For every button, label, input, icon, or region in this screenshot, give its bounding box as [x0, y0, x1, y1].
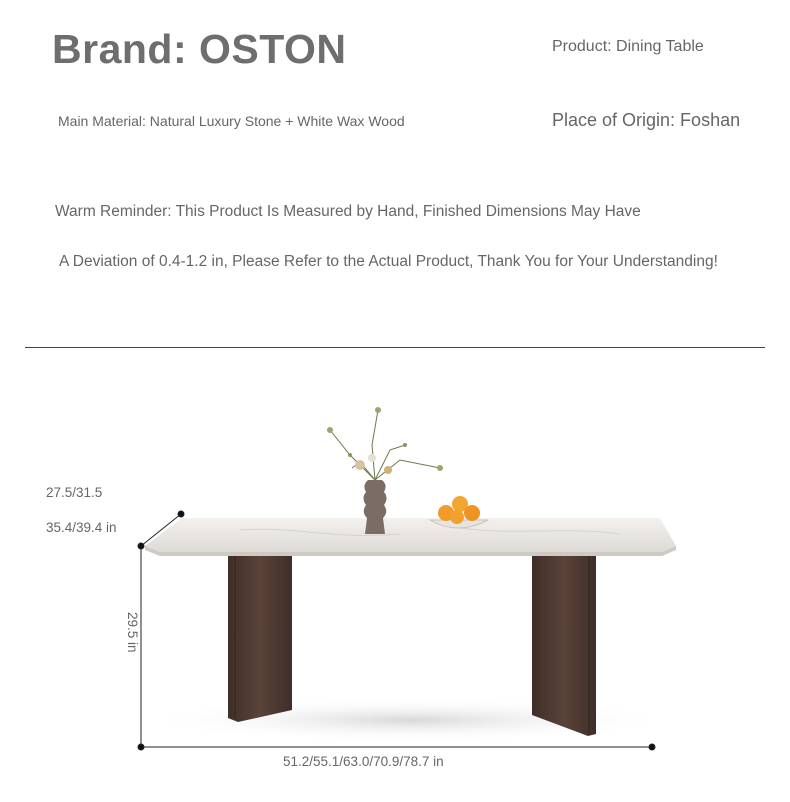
- reminder-line-1: Warm Reminder: This Product Is Measured by Hand, Finished Dimensions May Have: [55, 203, 641, 220]
- brand-title: Brand: OSTON: [52, 26, 347, 72]
- floor-shadow: [140, 698, 680, 742]
- height-dimension: 29.5 in: [125, 612, 140, 653]
- section-divider: [25, 347, 765, 348]
- origin-label: Place of Origin: Foshan: [552, 110, 741, 130]
- depth-dimension-line-1: 27.5/31.5: [46, 485, 103, 500]
- height-dimension-wrap: [120, 612, 142, 662]
- fruit-bowl: [430, 496, 488, 528]
- flower-arrangement: [327, 407, 443, 480]
- width-dimension: 51.2/55.1/63.0/70.9/78.7 in: [283, 754, 444, 769]
- depth-dimension-line-2: 35.4/39.4 in: [46, 520, 117, 535]
- product-label: Product: Dining Table: [552, 38, 704, 55]
- reminder-line-2: A Deviation of 0.4-1.2 in, Please Refer to the Actual Product, Thank You for Your Understanding!: [59, 253, 718, 270]
- table-illustration: [0, 350, 790, 802]
- vase: [364, 480, 387, 534]
- table-leg-right: [532, 552, 596, 736]
- material-label: Main Material: Natural Luxury Stone + White Wax Wood: [58, 113, 405, 129]
- stone-tabletop: [145, 518, 676, 556]
- table-leg-left: [228, 552, 292, 722]
